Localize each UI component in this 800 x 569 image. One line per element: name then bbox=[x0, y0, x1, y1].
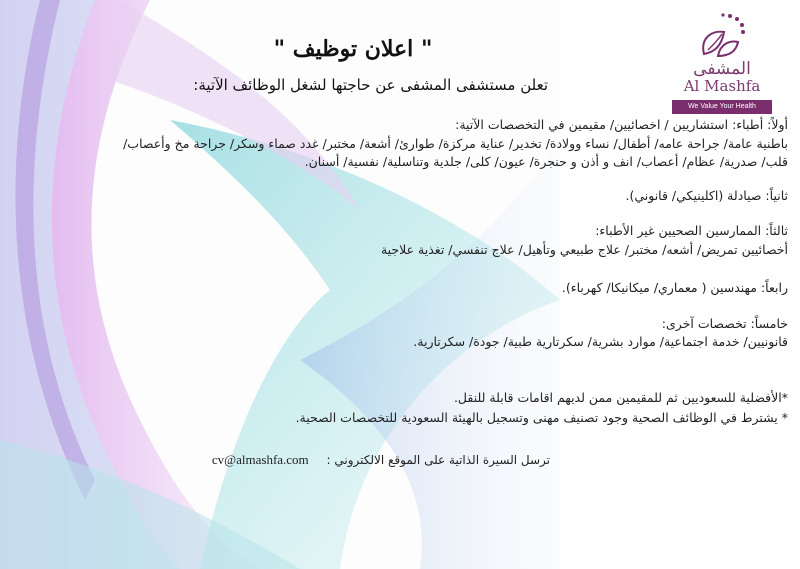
ad-intro: تعلن مستشفى المشفى عن حاجتها لشغل الوظائف الآتية: bbox=[193, 76, 548, 94]
section-other-heading: خامساً: تخصصات آخرى: bbox=[661, 315, 788, 331]
logo-arabic-name: المشفى bbox=[693, 59, 751, 79]
ad-notes bbox=[0, 388, 788, 428]
ad-title: " اعلان توظيف " bbox=[273, 36, 433, 62]
section-doctors-line-2: قلب/ صدرية/ عظام/ أعصاب/ انف و أذن و حنجرة/ عيون/ كلى/ جلدية وتناسلية/ نفسية/ أسنان. bbox=[304, 154, 788, 169]
section-engineers-heading: رابعاً: مهندسين ( معماري/ ميكانيكا/ كهرباء). bbox=[561, 280, 788, 295]
section-health-practitioners-line-1: أخصائيين تمريض/ أشعه/ مختبر/ علاج طبيعي وتأهيل/ علاج تنفسي/ تغذية علاجية bbox=[380, 241, 788, 257]
cv-email-row bbox=[0, 452, 550, 468]
section-doctors-line-1: باطنية عامة/ جراحة عامه/ أطفال/ نساء وولادة/ تخدير/ عناية مركزة/ طوارئ/ أشعة/ مختبر/ غدد صماء وسكر/ جراحة مخ وأعصاب/ bbox=[123, 135, 788, 151]
section-other-line-1: قانونيين/ خدمة اجتماعية/ موارد بشرية/ سكرتارية طبية/ جودة/ سكرتارية. bbox=[413, 334, 788, 349]
cv-email-label: ترسل السيرة الذاتية على الموقع الالكتروني : bbox=[326, 452, 550, 467]
logo-english-name: Al Mashfa bbox=[683, 77, 761, 95]
section-health-practitioners bbox=[0, 222, 788, 259]
section-engineers bbox=[0, 279, 788, 298]
ad-content bbox=[0, 36, 788, 468]
section-doctors bbox=[0, 116, 788, 172]
note-saudi-preference: *الأفضلية للسعوديين ثم للمقيمين ممن لديهم اقامات قابلة للنقل. bbox=[453, 389, 788, 405]
section-other bbox=[0, 315, 788, 352]
note-health-classification: * يشترط في الوظائف الصحية وجود تصنيف مهنى وتسجيل بالهيئة السعودية للتخصصات الصحية. bbox=[295, 409, 788, 425]
cv-email-link[interactable]: cv@almashfa.com bbox=[211, 451, 309, 467]
section-pharmacists-heading: ثانياً: صيادلة (اكلينيكي/ قانوني). bbox=[625, 187, 788, 203]
section-health-practitioners-heading: ثالثاً: الممارسين الصحيين غير الأطباء: bbox=[595, 223, 788, 238]
section-pharmacists bbox=[0, 187, 788, 206]
logo-tagline: We Value Your Health bbox=[672, 100, 772, 114]
section-doctors-heading: أولاً: أطباء: استشاريين / اخصائيين/ مقيمين في التخصصات الآتية: bbox=[455, 117, 788, 132]
